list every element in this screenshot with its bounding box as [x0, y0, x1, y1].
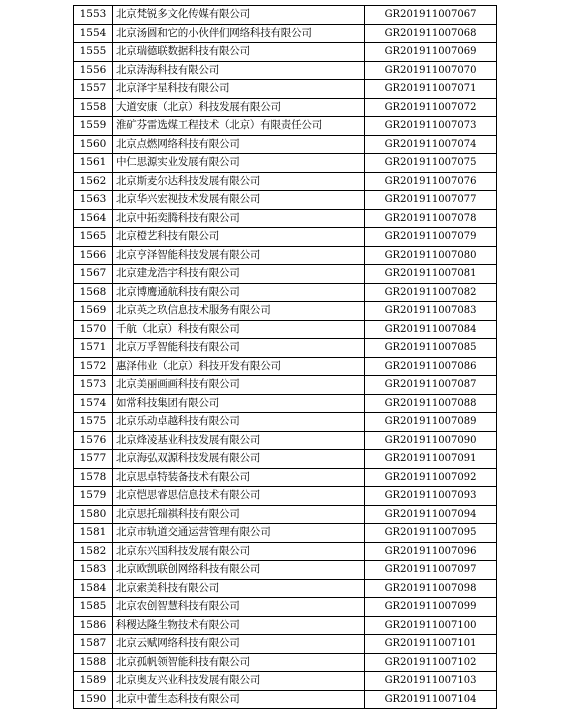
table-row [74, 135, 497, 154]
table-row [74, 339, 497, 358]
table-row [74, 228, 497, 247]
table-row [74, 6, 497, 25]
table-row [74, 191, 497, 210]
row-number: 1579 [74, 487, 113, 506]
row-number: 1567 [74, 265, 113, 284]
company-name: 北京建龙浩宇科技有限公司 [113, 265, 365, 284]
company-name: 北京英之玖信息技术服务有限公司 [113, 302, 365, 321]
table-row [74, 394, 497, 413]
company-name: 北京东兴国科技发展有限公司 [113, 542, 365, 561]
company-name: 北京中拓奕腾科技有限公司 [113, 209, 365, 228]
table-row [74, 561, 497, 580]
certificate-number: GR201911007102 [365, 653, 497, 672]
certificate-number: GR201911007086 [365, 357, 497, 376]
certificate-number: GR201911007104 [365, 690, 497, 709]
certificate-number: GR201911007100 [365, 616, 497, 635]
row-number: 1583 [74, 561, 113, 580]
certificate-number: GR201911007069 [365, 43, 497, 62]
company-name: 北京瑞德联数据科技有限公司 [113, 43, 365, 62]
certificate-number: GR201911007081 [365, 265, 497, 284]
certificate-number: GR201911007071 [365, 80, 497, 99]
row-number: 1562 [74, 172, 113, 191]
table-row [74, 80, 497, 99]
certificate-number: GR201911007092 [365, 468, 497, 487]
company-name: 北京涛海科技有限公司 [113, 61, 365, 80]
row-number: 1585 [74, 598, 113, 617]
certificate-number: GR201911007077 [365, 191, 497, 210]
table-row [74, 357, 497, 376]
company-certificate-table [73, 5, 497, 709]
table-row [74, 524, 497, 543]
table-row [74, 172, 497, 191]
table-row [74, 413, 497, 432]
certificate-number: GR201911007075 [365, 154, 497, 173]
row-number: 1572 [74, 357, 113, 376]
table-row [74, 302, 497, 321]
row-number: 1561 [74, 154, 113, 173]
certificate-number: GR201911007095 [365, 524, 497, 543]
certificate-number: GR201911007088 [365, 394, 497, 413]
table-row [74, 431, 497, 450]
row-number: 1582 [74, 542, 113, 561]
company-name: 北京恺思睿思信息技术有限公司 [113, 487, 365, 506]
company-name: 北京斯麦尔达科技发展有限公司 [113, 172, 365, 191]
row-number: 1560 [74, 135, 113, 154]
row-number: 1569 [74, 302, 113, 321]
table-row [74, 672, 497, 691]
row-number: 1574 [74, 394, 113, 413]
row-number: 1557 [74, 80, 113, 99]
certificate-number: GR201911007090 [365, 431, 497, 450]
row-number: 1553 [74, 6, 113, 25]
company-name: 北京汤圆和它的小伙伴们网络科技有限公司 [113, 24, 365, 43]
table-row [74, 505, 497, 524]
table-row [74, 265, 497, 284]
row-number: 1573 [74, 376, 113, 395]
company-name: 大道安康（北京）科技发展有限公司 [113, 98, 365, 117]
row-number: 1590 [74, 690, 113, 709]
table-row [74, 542, 497, 561]
row-number: 1566 [74, 246, 113, 265]
company-name: 北京索美科技有限公司 [113, 579, 365, 598]
table-row [74, 61, 497, 80]
table-row [74, 487, 497, 506]
row-number: 1584 [74, 579, 113, 598]
company-name: 北京泽宇星科技有限公司 [113, 80, 365, 99]
table-row [74, 117, 497, 136]
certificate-number: GR201911007093 [365, 487, 497, 506]
row-number: 1554 [74, 24, 113, 43]
company-name: 如常科技集团有限公司 [113, 394, 365, 413]
company-name: 北京点燃网络科技有限公司 [113, 135, 365, 154]
table-row [74, 320, 497, 339]
company-name: 北京中蕾生态科技有限公司 [113, 690, 365, 709]
row-number: 1565 [74, 228, 113, 247]
certificate-number: GR201911007091 [365, 450, 497, 469]
row-number: 1589 [74, 672, 113, 691]
table-row [74, 154, 497, 173]
company-name: 科稷达隆生物技术有限公司 [113, 616, 365, 635]
certificate-number: GR201911007089 [365, 413, 497, 432]
company-name: 北京孤帆领智能科技有限公司 [113, 653, 365, 672]
company-name: 北京海弘双源科技发展有限公司 [113, 450, 365, 469]
row-number: 1568 [74, 283, 113, 302]
row-number: 1588 [74, 653, 113, 672]
table-row [74, 598, 497, 617]
row-number: 1586 [74, 616, 113, 635]
certificate-number: GR201911007085 [365, 339, 497, 358]
table-row [74, 24, 497, 43]
company-name: 北京梵锐多文化传媒有限公司 [113, 6, 365, 25]
row-number: 1575 [74, 413, 113, 432]
table-row [74, 690, 497, 709]
certificate-number: GR201911007097 [365, 561, 497, 580]
company-name: 惠泽伟业（北京）科技开发有限公司 [113, 357, 365, 376]
certificate-number: GR201911007101 [365, 635, 497, 654]
row-number: 1587 [74, 635, 113, 654]
certificate-number: GR201911007082 [365, 283, 497, 302]
certificate-number: GR201911007080 [365, 246, 497, 265]
row-number: 1556 [74, 61, 113, 80]
row-number: 1576 [74, 431, 113, 450]
certificate-number: GR201911007067 [365, 6, 497, 25]
certificate-number: GR201911007072 [365, 98, 497, 117]
company-name: 北京市轨道交通运营管理有限公司 [113, 524, 365, 543]
certificate-number: GR201911007099 [365, 598, 497, 617]
certificate-number: GR201911007073 [365, 117, 497, 136]
certificate-number: GR201911007070 [365, 61, 497, 80]
table-row [74, 43, 497, 62]
company-name: 北京乐动卓越科技有限公司 [113, 413, 365, 432]
certificate-number: GR201911007083 [365, 302, 497, 321]
certificate-number: GR201911007068 [365, 24, 497, 43]
certificate-number: GR201911007094 [365, 505, 497, 524]
certificate-number: GR201911007103 [365, 672, 497, 691]
company-name: 北京美丽画画科技有限公司 [113, 376, 365, 395]
table-row [74, 450, 497, 469]
company-name: 北京博鹰通航科技有限公司 [113, 283, 365, 302]
row-number: 1563 [74, 191, 113, 210]
certificate-number: GR201911007079 [365, 228, 497, 247]
company-name: 北京华兴宏视技术发展有限公司 [113, 191, 365, 210]
row-number: 1564 [74, 209, 113, 228]
table-body [74, 6, 497, 709]
company-name: 北京思托瑞祺科技有限公司 [113, 505, 365, 524]
row-number: 1559 [74, 117, 113, 136]
table-row [74, 283, 497, 302]
company-name: 北京橙艺科技有限公司 [113, 228, 365, 247]
row-number: 1578 [74, 468, 113, 487]
row-number: 1558 [74, 98, 113, 117]
table-row [74, 579, 497, 598]
row-number: 1571 [74, 339, 113, 358]
certificate-number: GR201911007098 [365, 579, 497, 598]
row-number: 1570 [74, 320, 113, 339]
company-name: 北京农创智慧科技有限公司 [113, 598, 365, 617]
certificate-number: GR201911007074 [365, 135, 497, 154]
table-row [74, 246, 497, 265]
row-number: 1580 [74, 505, 113, 524]
company-name: 北京亨泽智能科技发展有限公司 [113, 246, 365, 265]
certificate-number: GR201911007087 [365, 376, 497, 395]
row-number: 1581 [74, 524, 113, 543]
certificate-number: GR201911007078 [365, 209, 497, 228]
table-row [74, 653, 497, 672]
table-row [74, 635, 497, 654]
company-name: 北京云赋网络科技有限公司 [113, 635, 365, 654]
company-name: 中仁思源实业发展有限公司 [113, 154, 365, 173]
table-row [74, 98, 497, 117]
company-name: 淮矿芬雷选煤工程技术（北京）有限责任公司 [113, 117, 365, 136]
row-number: 1555 [74, 43, 113, 62]
table-row [74, 376, 497, 395]
table-row [74, 209, 497, 228]
certificate-number: GR201911007076 [365, 172, 497, 191]
company-name: 北京烽凌基业科技发展有限公司 [113, 431, 365, 450]
company-name: 北京思卓特装备技术有限公司 [113, 468, 365, 487]
table-row [74, 468, 497, 487]
table-row [74, 616, 497, 635]
row-number: 1577 [74, 450, 113, 469]
company-name: 北京奥友兴业科技发展有限公司 [113, 672, 365, 691]
company-name: 北京万孚智能科技有限公司 [113, 339, 365, 358]
certificate-number: GR201911007084 [365, 320, 497, 339]
company-name: 千航（北京）科技有限公司 [113, 320, 365, 339]
certificate-number: GR201911007096 [365, 542, 497, 561]
company-name: 北京欧凯联创网络科技有限公司 [113, 561, 365, 580]
